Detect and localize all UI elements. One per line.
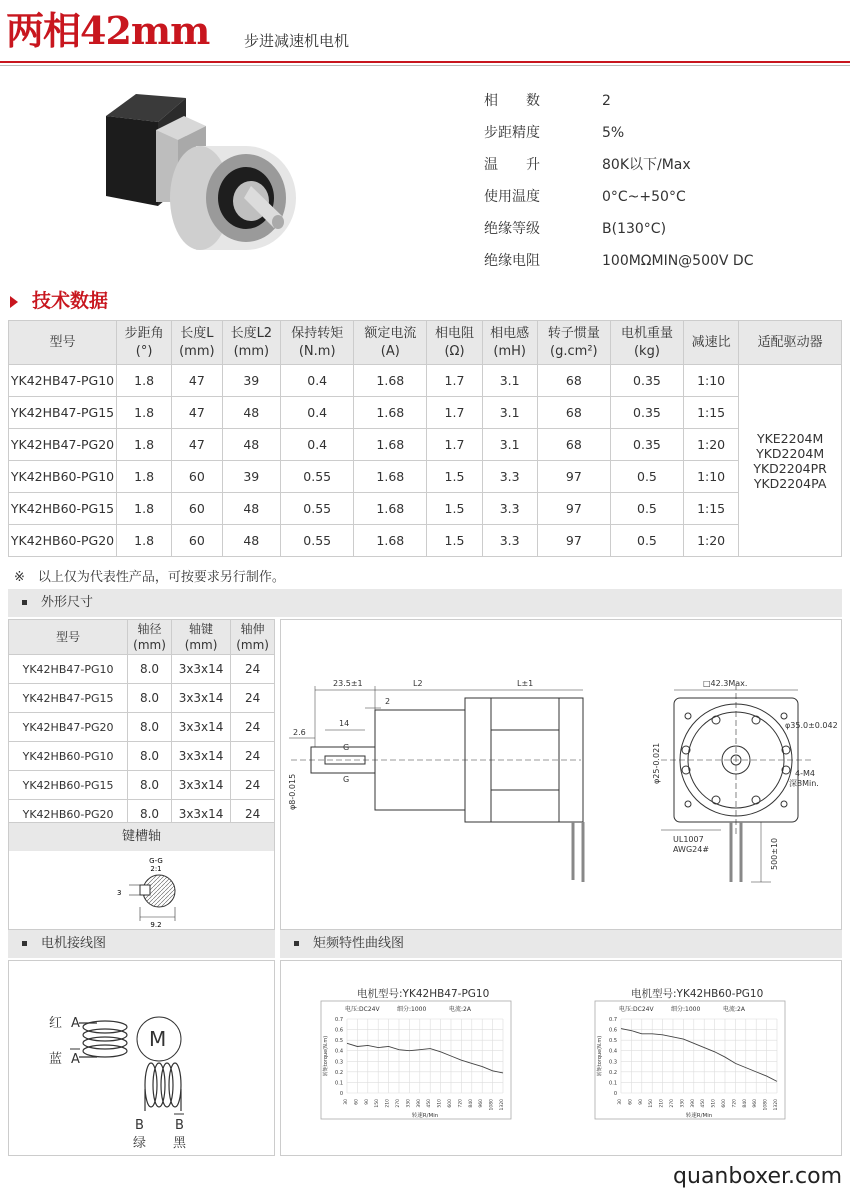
table-cell: 0.35 (610, 397, 683, 429)
table-cell: 60 (172, 525, 222, 557)
svg-text:□42.3Max.: □42.3Max. (703, 679, 748, 688)
table-cell: 47 (172, 365, 222, 397)
table-cell: 1.7 (427, 365, 482, 397)
svg-text:2:1: 2:1 (150, 865, 162, 873)
motor-photo (96, 86, 296, 256)
table-cell: 39 (222, 461, 281, 493)
x-tick-label: 450 (701, 1099, 707, 1108)
x-tick-label: 390 (416, 1099, 422, 1108)
table-cell: 3.3 (482, 493, 537, 525)
y-axis-label: 转矩torque(N.m) (323, 1035, 329, 1077)
wiring-bar: 电机接线图 (8, 930, 275, 958)
triangle-icon (10, 296, 18, 308)
table-cell: 60 (172, 493, 222, 525)
chart-title: 电机型号:YK42HB47-PG10 (357, 988, 490, 1000)
chart-subtitle: 电压:DC24V (619, 1006, 654, 1013)
table-cell: 3.1 (482, 429, 537, 461)
svg-text:深8Min.: 深8Min. (789, 779, 819, 788)
table-cell: 3.1 (482, 397, 537, 429)
curve-panel (280, 960, 842, 1156)
tech-data-table (8, 320, 842, 557)
table-cell: 1:20 (684, 525, 739, 557)
keyway-box (8, 822, 275, 930)
table-cell: 1.8 (117, 525, 172, 557)
table-cell: 24 (231, 655, 275, 684)
table-cell: 24 (231, 800, 275, 829)
y-tick-label: 0.2 (335, 1069, 343, 1076)
table-cell: 8.0 (128, 800, 172, 829)
table-cell: YK42HB60-PG20 (9, 525, 117, 557)
table-cell: 3x3x14 (171, 800, 230, 829)
x-tick-label: 30 (618, 1099, 623, 1105)
table-cell: 8.0 (128, 771, 172, 800)
table-cell: 97 (537, 525, 610, 557)
table-cell: 48 (222, 397, 281, 429)
table-row (9, 525, 842, 557)
y-tick-label: 0.1 (609, 1080, 617, 1087)
table-cell: 97 (537, 493, 610, 525)
svg-text:φ35.0±0.042: φ35.0±0.042 (785, 721, 838, 730)
table-cell: 1.5 (427, 525, 482, 557)
svg-text:G: G (343, 775, 350, 784)
x-tick-label: 30 (344, 1099, 349, 1105)
table-cell: 68 (537, 365, 610, 397)
table-cell: 8.0 (128, 655, 172, 684)
table-cell: 1.5 (427, 461, 482, 493)
svg-text:G-G: G-G (149, 857, 163, 865)
table-cell: 1:15 (684, 397, 739, 429)
y-tick-label: 0.4 (609, 1048, 617, 1055)
svg-text:A: A (71, 1016, 80, 1031)
table-header: 额定电流 (A) (354, 321, 427, 365)
x-axis-label: 转速R/Min (685, 1113, 713, 1119)
x-tick-label: 510 (711, 1099, 717, 1108)
x-tick-label: 1320 (500, 1099, 505, 1111)
table-cell: YK42HB47-PG20 (9, 429, 117, 461)
table-cell: YK42HB60-PG15 (9, 493, 117, 525)
table-cell: 1.7 (427, 429, 482, 461)
table-cell: 1.8 (117, 397, 172, 429)
table-header: 相电阻 (Ω) (427, 321, 482, 365)
table-cell: 1.7 (427, 397, 482, 429)
table-cell: YK42HB47-PG10 (9, 655, 128, 684)
table-header: 转子惯量 (g.cm²) (537, 321, 610, 365)
x-tick-label: 720 (732, 1099, 738, 1108)
x-tick-label: 840 (468, 1099, 474, 1108)
table-cell: 60 (172, 461, 222, 493)
x-tick-label: 450 (427, 1099, 433, 1108)
table-cell: 3.3 (482, 525, 537, 557)
driver-label: YKE2204M (756, 430, 824, 446)
table-cell: 0.35 (610, 365, 683, 397)
svg-text:4-M4: 4-M4 (795, 769, 815, 778)
table-header: 轴键 (mm) (171, 620, 230, 655)
y-tick-label: 0 (613, 1091, 617, 1097)
dims-bar: 外形尺寸 (8, 589, 842, 617)
table-cell: YK42HB47-PG10 (9, 365, 117, 397)
table-cell: 1.5 (427, 493, 482, 525)
svg-text:M: M (149, 1027, 167, 1051)
x-tick-label: 1080 (763, 1099, 769, 1111)
x-tick-label: 60 (354, 1099, 360, 1105)
driver-label: YKD2204PR (753, 460, 827, 476)
table-cell: 0.55 (281, 461, 354, 493)
note: ※ 以上仅为代表性产品，可按要求另行制作。 (14, 570, 285, 585)
y-tick-label: 0.5 (609, 1038, 617, 1045)
table-cell: 1.8 (117, 365, 172, 397)
svg-text:500±10: 500±10 (770, 837, 779, 870)
svg-text:23.5±1: 23.5±1 (333, 679, 363, 688)
shaft-table (8, 619, 275, 829)
svg-text:L±1: L±1 (517, 679, 534, 688)
curve-bar: 矩频特性曲线图 (280, 930, 842, 958)
chart-subtitle: 电流:2A (449, 1006, 471, 1013)
x-tick-label: 510 (437, 1099, 443, 1108)
x-tick-label: 330 (680, 1099, 686, 1108)
svg-text:2: 2 (385, 697, 391, 706)
table-cell: 3.1 (482, 365, 537, 397)
y-axis-label: 转矩torque(N.m) (597, 1035, 603, 1077)
svg-text:AWG24#: AWG24# (673, 845, 710, 854)
x-axis-label: 转速R/Min (411, 1113, 439, 1119)
table-header: 轴径 (mm) (128, 620, 172, 655)
chart-title: 电机型号:YK42HB60-PG10 (631, 988, 764, 1000)
table-cell: 24 (231, 742, 275, 771)
x-tick-label: 210 (659, 1099, 665, 1108)
table-row (9, 429, 842, 461)
table-cell: 0.5 (610, 493, 683, 525)
svg-text:B: B (135, 1118, 144, 1133)
table-cell: 8.0 (128, 684, 172, 713)
x-tick-label: 390 (690, 1099, 696, 1108)
x-tick-label: 720 (458, 1099, 464, 1108)
chart-subtitle: 电压:DC24V (345, 1006, 380, 1013)
header-rule (0, 61, 850, 63)
x-tick-label: 1320 (774, 1099, 779, 1111)
table-header: 相电感 (mH) (482, 321, 537, 365)
table-cell: YK42HB60-PG15 (9, 771, 128, 800)
header (0, 0, 850, 68)
page-title: 两相42mm (6, 8, 210, 53)
wiring-diagram (8, 960, 275, 1156)
watermark: quanboxer.com (673, 1164, 842, 1189)
table-row (9, 713, 275, 742)
x-tick-label: 1080 (489, 1099, 495, 1111)
table-row (9, 684, 275, 713)
svg-text:14: 14 (339, 719, 350, 728)
table-header: 长度L (mm) (172, 321, 222, 365)
bullet-icon (22, 600, 27, 605)
table-cell: 0.55 (281, 493, 354, 525)
table-row (9, 397, 842, 429)
table-row (9, 461, 842, 493)
table-cell: 3x3x14 (171, 655, 230, 684)
table-header: 型号 (9, 620, 128, 655)
svg-text:蓝: 蓝 (49, 1052, 63, 1067)
table-cell: 1.68 (354, 461, 427, 493)
chart-subtitle: 电流:2A (723, 1006, 745, 1013)
chart-subtitle: 细分:1000 (397, 1006, 427, 1013)
table-cell: YK42HB60-PG20 (9, 800, 128, 829)
section-title: 技术数据 (10, 286, 108, 313)
table-row (9, 365, 842, 397)
table-row (9, 742, 275, 771)
x-tick-label: 960 (479, 1099, 485, 1108)
table-row (9, 655, 275, 684)
table-cell: 1:20 (684, 429, 739, 461)
table-cell: YK42HB47-PG20 (9, 713, 128, 742)
svg-text:9.2: 9.2 (150, 921, 162, 929)
table-header: 轴伸 (mm) (231, 620, 275, 655)
table-cell: 0.4 (281, 397, 354, 429)
table-cell: 1:10 (684, 461, 739, 493)
y-tick-label: 0.6 (609, 1027, 617, 1034)
y-tick-label: 0.7 (335, 1017, 343, 1023)
table-header: 减速比 (684, 321, 739, 365)
table-cell: 68 (537, 429, 610, 461)
table-cell: 0.35 (610, 429, 683, 461)
table-cell: 1.68 (354, 429, 427, 461)
x-tick-label: 150 (649, 1099, 655, 1108)
table-cell: 47 (172, 429, 222, 461)
y-tick-label: 0.3 (335, 1059, 343, 1066)
table-cell: 1.68 (354, 365, 427, 397)
y-tick-label: 0.4 (335, 1048, 343, 1055)
x-tick-label: 270 (396, 1099, 401, 1108)
table-cell: 68 (537, 397, 610, 429)
table-cell: 3x3x14 (171, 742, 230, 771)
table-cell: YK42HB60-PG10 (9, 742, 128, 771)
table-row (9, 771, 275, 800)
table-cell: 0.5 (610, 525, 683, 557)
table-cell: 1:10 (684, 365, 739, 397)
table-cell: 1.68 (354, 397, 427, 429)
table-cell: 3x3x14 (171, 684, 230, 713)
svg-text:3: 3 (117, 889, 122, 897)
x-tick-label: 90 (364, 1099, 370, 1105)
driver-label: YKD2204M (756, 445, 825, 461)
driver-cell (739, 365, 842, 557)
y-tick-label: 0.7 (609, 1017, 617, 1023)
x-tick-label: 270 (670, 1099, 675, 1108)
x-tick-label: 90 (638, 1099, 644, 1105)
y-tick-label: 0 (339, 1091, 343, 1097)
table-cell: 0.5 (610, 461, 683, 493)
table-cell: 1.8 (117, 493, 172, 525)
table-cell: 1.68 (354, 525, 427, 557)
table-cell: 8.0 (128, 742, 172, 771)
x-tick-label: 600 (448, 1099, 453, 1108)
x-tick-label: 150 (375, 1099, 381, 1108)
table-cell: 0.55 (281, 525, 354, 557)
x-tick-label: 600 (722, 1099, 727, 1108)
driver-label: YKD2204PA (753, 475, 827, 491)
svg-text:L2: L2 (413, 679, 423, 688)
y-tick-label: 0.3 (609, 1059, 617, 1066)
dimension-drawing (280, 619, 842, 930)
table-cell: 1.8 (117, 461, 172, 493)
torque-chart (321, 987, 511, 1119)
table-row (9, 493, 842, 525)
table-cell: 48 (222, 525, 281, 557)
table-cell: 97 (537, 461, 610, 493)
svg-text:φ8-0.015: φ8-0.015 (288, 773, 297, 810)
table-cell: 1:15 (684, 493, 739, 525)
table-header: 电机重量 (kg) (610, 321, 683, 365)
keyway-title: 键槽轴 (9, 823, 274, 851)
y-tick-label: 0.2 (609, 1069, 617, 1076)
svg-text:G: G (343, 743, 350, 752)
torque-chart (595, 987, 785, 1119)
svg-text:绿: 绿 (133, 1136, 147, 1151)
svg-text:A: A (71, 1052, 80, 1067)
spec-list: 相 数 2 步距精度 5% 温 升 80K以下/Max 使用温度 0°C~+50°C 绝缘等级 B(130°C) 绝缘电阻 100MΩMIN@500V DC (484, 93, 754, 269)
table-cell: 1.8 (117, 429, 172, 461)
table-cell: 3x3x14 (171, 771, 230, 800)
header-rule-thin (0, 65, 850, 66)
table-cell: 8.0 (128, 713, 172, 742)
table-header: 保持转矩 (N.m) (281, 321, 354, 365)
svg-text:B: B (175, 1118, 184, 1133)
x-tick-label: 840 (742, 1099, 748, 1108)
y-tick-label: 0.1 (335, 1080, 343, 1087)
svg-text:φ25-0.021: φ25-0.021 (652, 742, 661, 784)
table-cell: YK42HB47-PG15 (9, 684, 128, 713)
bullet-icon (294, 941, 299, 946)
table-cell: 48 (222, 429, 281, 461)
table-cell: 0.4 (281, 429, 354, 461)
table-cell: 3.3 (482, 461, 537, 493)
table-cell: 47 (172, 397, 222, 429)
table-header: 长度L2 (mm) (222, 321, 281, 365)
y-tick-label: 0.6 (335, 1027, 343, 1034)
chart-subtitle: 细分:1000 (671, 1006, 701, 1013)
table-cell: 24 (231, 684, 275, 713)
page-subtitle: 步进减速机电机 (244, 32, 350, 50)
x-tick-label: 210 (385, 1099, 391, 1108)
x-tick-label: 960 (753, 1099, 759, 1108)
svg-text:UL1007: UL1007 (673, 835, 704, 844)
table-cell: YK42HB60-PG10 (9, 461, 117, 493)
table-cell: 24 (231, 713, 275, 742)
svg-text:黑: 黑 (173, 1136, 187, 1151)
svg-text:2.6: 2.6 (293, 728, 306, 737)
table-header: 型号 (9, 321, 117, 365)
table-header: 适配驱动器 (739, 321, 842, 365)
bullet-icon (22, 941, 27, 946)
y-tick-label: 0.5 (335, 1038, 343, 1045)
keyway-drawing (9, 851, 274, 929)
table-header: 步距角 (°) (117, 321, 172, 365)
x-tick-label: 60 (628, 1099, 634, 1105)
x-tick-label: 330 (406, 1099, 412, 1108)
svg-text:红: 红 (49, 1016, 63, 1031)
table-cell: YK42HB47-PG15 (9, 397, 117, 429)
table-cell: 3x3x14 (171, 713, 230, 742)
table-cell: 24 (231, 771, 275, 800)
table-cell: 0.4 (281, 365, 354, 397)
table-cell: 39 (222, 365, 281, 397)
table-cell: 1.68 (354, 493, 427, 525)
table-cell: 48 (222, 493, 281, 525)
